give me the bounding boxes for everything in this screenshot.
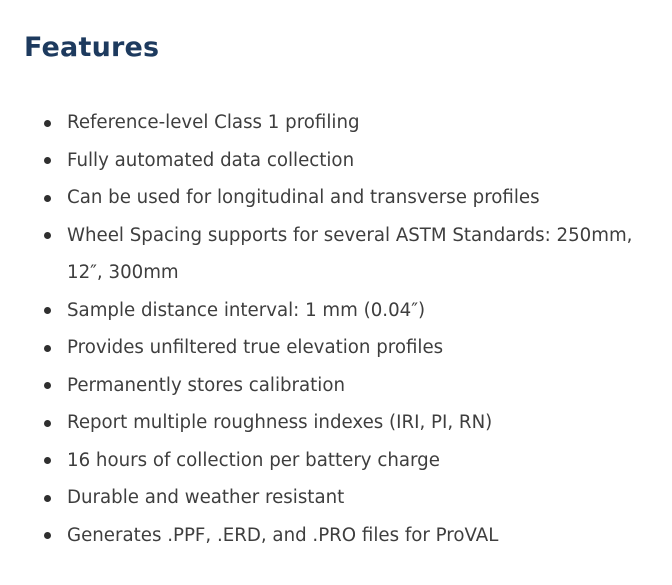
bullet-dot-icon [44, 157, 51, 164]
feature-item [0, 404, 672, 442]
feature-text: Generates .PPF, .ERD, and .PRO files for ProVAL [67, 524, 499, 546]
bullet-dot-icon [44, 382, 51, 389]
feature-item [0, 142, 672, 180]
feature-item [0, 217, 672, 292]
feature-text: 16 hours of collection per battery charge [67, 449, 440, 471]
feature-item [0, 442, 672, 480]
feature-text: Report multiple roughness indexes (IRI, PI, RN) [67, 412, 493, 433]
bullet-dot-icon [44, 307, 51, 314]
bullet-dot-icon [44, 232, 51, 239]
feature-item [0, 479, 672, 517]
feature-text: Durable and weather resistant [67, 487, 345, 508]
feature-item [0, 292, 672, 330]
bullet-dot-icon [44, 420, 51, 427]
feature-item [0, 517, 672, 555]
feature-item [0, 104, 672, 142]
bullet-dot-icon [44, 495, 51, 502]
feature-text: Wheel Spacing supports for several ASTM Standards: 250mm, 12″, 300mm [67, 224, 633, 283]
feature-text: Can be used for longitudinal and transverse profiles [67, 187, 540, 208]
feature-text: Sample distance interval: 1 mm (0.04″) [67, 299, 426, 321]
bullet-dot-icon [44, 195, 51, 202]
feature-text: Fully automated data collection [67, 149, 355, 171]
bullet-dot-icon [44, 457, 51, 464]
bullet-dot-icon [44, 120, 51, 127]
feature-text: Permanently stores calibration [67, 374, 346, 396]
feature-list [0, 104, 672, 554]
feature-text: Reference-level Class 1 profiling [67, 112, 360, 133]
bullet-dot-icon [44, 345, 51, 352]
section-title: Features [24, 32, 160, 63]
bullet-dot-icon [44, 532, 51, 539]
feature-text: Provides unfiltered true elevation profiles [67, 337, 444, 358]
feature-item [0, 179, 672, 217]
feature-item [0, 367, 672, 405]
feature-item [0, 329, 672, 367]
